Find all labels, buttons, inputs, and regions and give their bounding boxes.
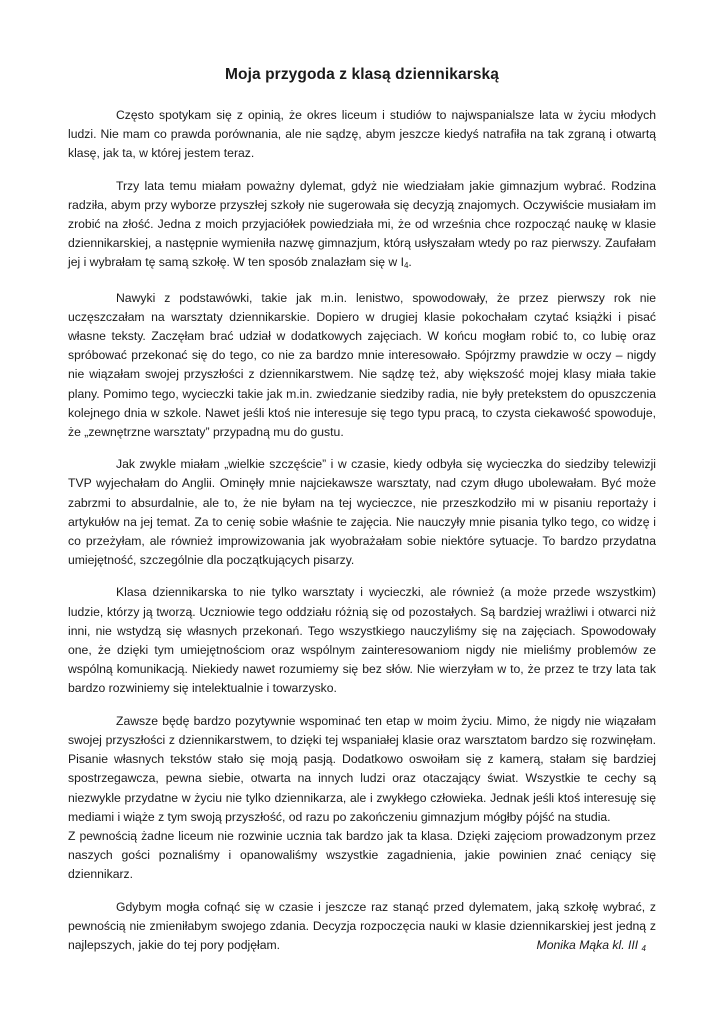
paragraph-8: Gdybym mogła cofnąć się w czasie i jeszcze raz stanąć przed dylematem, jaką szkołę wybrać, z pewnością nie zmieniłabym swojego zdania. Decyzja rozpoczęcia nauki w klasie dziennikarskiej jest jedną z najlepszych, jakie do tej pory podjęłam.: [68, 899, 656, 952]
paragraph-3: Nawyki z podstawówki, takie jak m.in. lenistwo, spowodowały, że przez pierwszy rok nie uczęszczałam na warsztaty dziennikarskie. Dopiero w drugiej klasie pokochałam czytać książki i pisać własne teksty. Zaczęłam brać udział w dodatkowych zajęciach. W końcu mogłam robić to, co lubię oraz spróbować przekonać się do tego, co nie za bardzo mnie interesowało. Spójrzmy prawdzie w oczy – nigdy nie wiązałam swojej przyszłości z dziennikarstwem. Nie sądzę też, aby większość mojej klasy miała takie plany. Pomimo tego, wycieczki takie jak m.in. zwiedzanie siedziby radia, nie były pretekstem do opuszczenia kolejnego dnia w szkole. Nawet jeśli ktoś nie interesuje się tego typu pracą, to czysta ciekawość spowoduje, że „zewnętrzne warsztaty” przypadną mu do gustu.: [68, 290, 656, 440]
signature-subscript: 4: [641, 944, 646, 953]
class-number-subscript: 4: [403, 261, 409, 271]
paragraph-4: Jak zwykle miałam „wielkie szczęście” i w czasie, kiedy odbyła się wycieczka do siedziby telewizji TVP wyjechałam do Anglii. Ominęły mnie najciekawsze warsztaty, nad czym długo ubolewałam. Być może zabrzmi to absurdalnie, ale to, że nie byłam na tej wycieczce, nie przeszkodziło mi w pisaniu reportaży i artykułów na jej temat. Za to cenię sobie właśnie te zajęcia. Nie nauczyły mnie pisania tylko tego, co widzę i co przeżyłam, ale również improwizowania jak wyobrażałam sobie niektóre sytuacje. To bardzo przydatna umiejętność, szczególnie dla początkujących pisarzy.: [68, 457, 656, 568]
author-name: Monika Mąka kl. III: [536, 938, 639, 952]
paragraph-5: Klasa dziennikarska to nie tylko warsztaty i wycieczki, ale również (a może przede wszystkim) ludzie, którzy ją tworzą. Uczniowie tego oddziału różnią się od pozostałych. Są bardziej wrażliwi i otwarci niż inni, nie wstydzą się własnych przekonań. Tego wszystkiego nauczyliśmy się na zajęciach. Spowodowały one, że dzięki tym umiejętnościom oraz wspólnym zainteresowaniom nigdy nie mieliśmy problemów ze wspólną komunikacją. Niekiedy nawet rozumiemy się bez słów. Nie wierzyłam w to, że przez te trzy lata tak bardzo rozwiniemy się intelektualnie i towarzysko.: [68, 585, 656, 696]
paragraph-2-text: Trzy lata temu miałam poważny dylemat, gdyż nie wiedziałam jakie gimnazjum wybrać. Rodzina radziła, abym przy wyborze przyszłej szkoły nie sugerowała się decyzją znajomych. Oczywiście musiałam im zrobić na złość. Jedna z moich przyjaciółek powiedziała mi, że od września chce rozpocząć naukę w klasie dziennikarskiej, a następnie wymieniła nazwę gimnazjum, którą usłyszałam wtedy po raz pierwszy. Zaufałam jej i wybrałam tę samą szkołę. W ten sposób znalazłam się w I: [68, 178, 656, 270]
paragraph-1: Często spotykam się z opinią, że okres liceum i studiów to najwspanialsze lata w życiu młodych ludzi. Nie mam co prawda porównania, ale nie sądzę, abym jeszcze kiedyś natrafiła na tak zgraną i otwartą klasę, jak ta, w której jestem teraz.: [68, 108, 656, 161]
author-signature: [537, 938, 646, 953]
paragraph-6: Zawsze będę bardzo pozytywnie wspominać ten etap w moim życiu. Mimo, że nigdy nie wiązałam swojej przyszłości z dziennikarstwem, to dzięki tej wspaniałej klasie oraz warsztatom bardzo się rozwinęłam. Pisanie własnych tekstów stało się moją pasją. Dodatkowo oswoiłam się z kamerą, stałam się bardziej spostrzegawcza, pewna siebie, otwarta na innych ludzi oraz otaczający świat. Wszystkie te cechy są niezwykle przydatne w życiu nie tylko dziennikarza, ale i zwykłego człowieka. Jednak jeśli ktoś interesuję się mediami i wiąże z tym swoją przyszłość, od razu po zakończeniu gimnazjum mógłby pójść na studia.: [68, 713, 656, 824]
paragraph-2: Trzy lata temu miałam poważny dylemat, gdyż nie wiedziałam jakie gimnazjum wybrać. Rodzina radziła, abym przy wyborze przyszłej szkoły nie sugerowała się decyzją znajomych. Oczywiście musiałam im zrobić na złość. Jedna z moich przyjaciółek powiedziała mi, że od września chce rozpocząć naukę w klasie dziennikarskiej, a następnie wymieniła nazwę gimnazjum, którą usłyszałam wtedy po raz pierwszy. Zaufałam jej i wybrałam tę samą szkołę. W ten sposób znalazłam się w $I_4$.: [68, 178, 656, 271]
paragraph-7: Z pewnością żadne liceum nie rozwinie ucznia tak bardzo jak ta klasa. Dzięki zajęciom prowadzonym przez naszych gości poznaliśmy i opanowaliśmy wszystkie zagadnienia, jakie powinien znać ceniący się dziennikarz.: [68, 828, 656, 882]
document-title: Moja przygoda z klasą dziennikarską: [225, 66, 499, 83]
